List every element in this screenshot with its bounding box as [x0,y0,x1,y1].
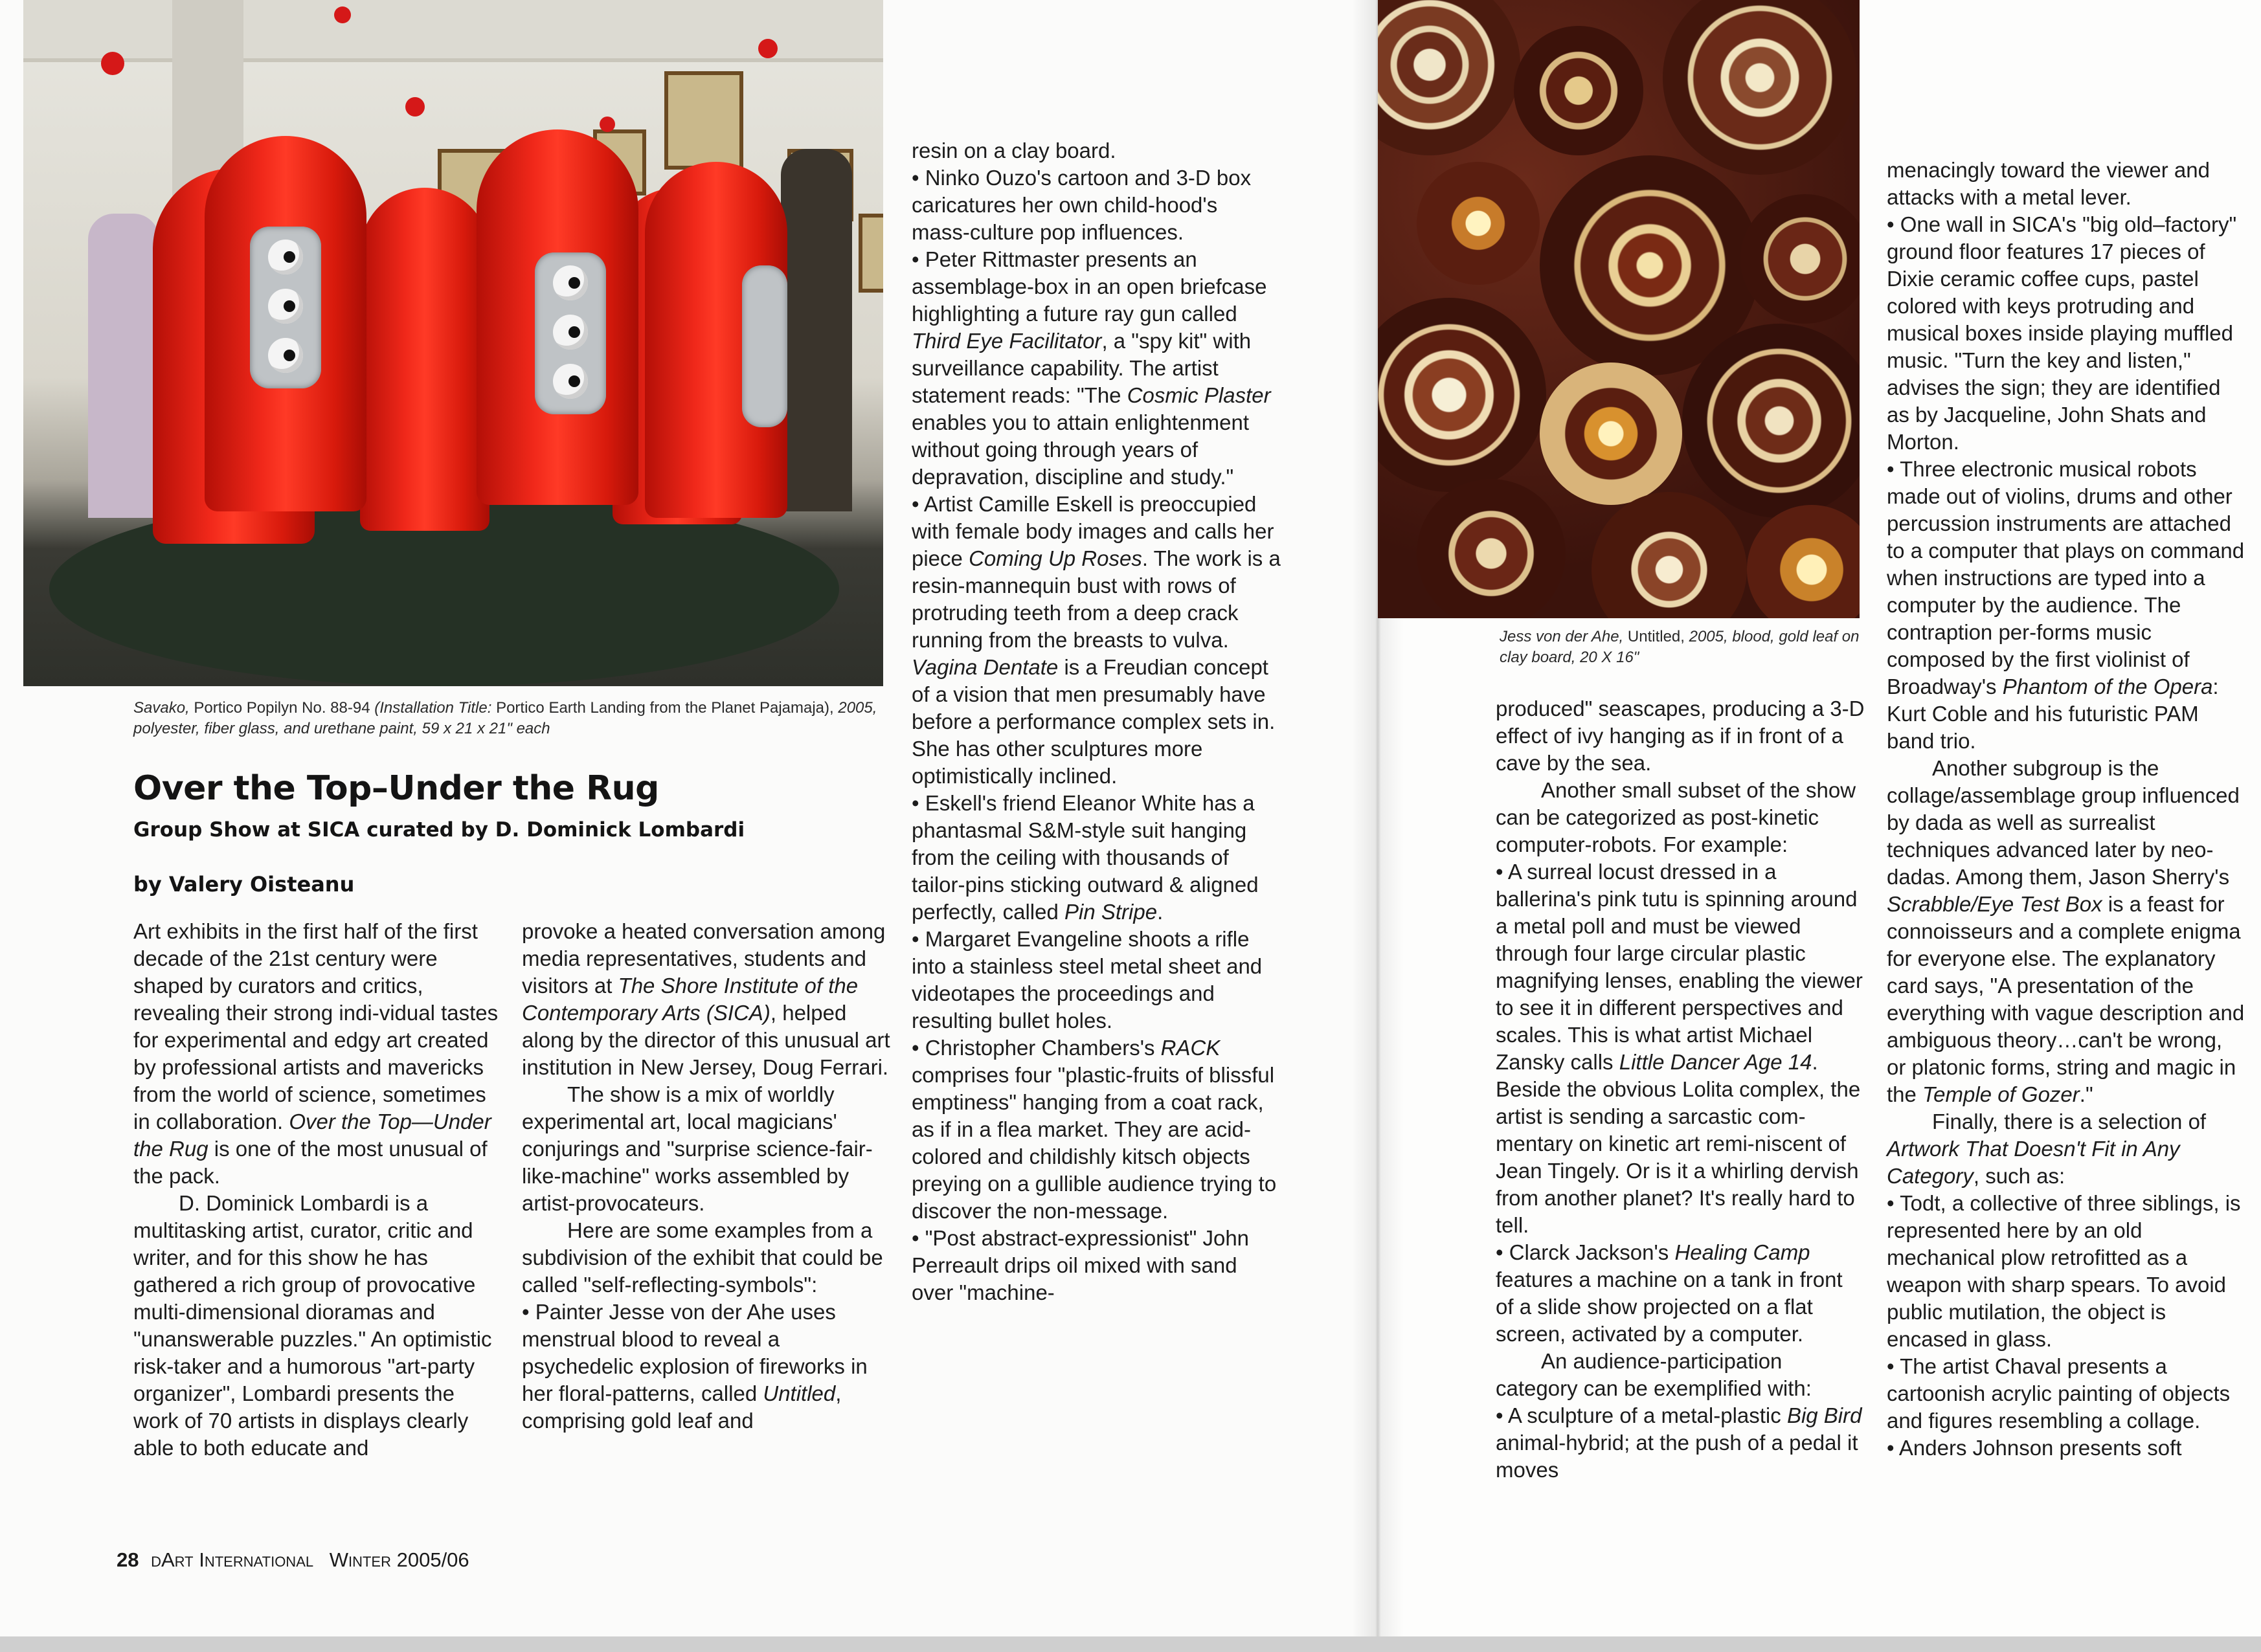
paragraph [912,164,1281,246]
text-run: Pin Stripe [1064,900,1158,924]
text-run: , such as: [1973,1164,2065,1188]
text-run: The Shore Institute of the Contemporary Arts (SICA) [522,974,859,1025]
text-run: is a Freudian concept of a vision that men presumably have before a performance complex sets in. She has other sculptures more optimistically inclined. [912,655,1276,788]
paragraph [522,1217,891,1299]
text-run: • Christopher Chambers's [912,1036,1161,1060]
floral-painting-caption [1500,627,1862,668]
text-run: Scrabble/Eye Test Box [1887,892,2102,916]
text-run: • Clarck Jackson's [1496,1240,1675,1264]
text-run: RACK [1160,1036,1220,1060]
floral-painting-photo [1378,0,1860,618]
paragraph [133,918,502,1190]
text-run: enables you to attain enlightenment without going through years of depravation, discipline and study." [912,410,1250,489]
paragraph [522,1299,891,1434]
text-run: animal-hybrid; at the push of a pedal it moves [1496,1431,1858,1482]
paragraph [1887,1190,2247,1353]
paragraph [1496,695,1865,777]
text-run: . Beside the obvious Lolita complex, the artist is sending a sarcastic com-mentary on kinetic art remi-niscent of Jean Tingely. Or is it a whirling dervish from another planet? It's really hard to tell. [1496,1050,1861,1237]
text-run: Cosmic Plaster [1127,383,1271,407]
text-run: • Painter Jesse von der Ahe uses menstrual blood to reveal a psychedelic explosion of fireworks in her floral-patterns, called [522,1300,868,1405]
paragraph [912,1225,1281,1306]
red-pod-sculpture [205,136,366,511]
text-run: , a "spy kit" with surveillance capability. The artist statement reads: "The [912,329,1252,407]
caption-run: Portico Popilyn No. 88-94 [194,699,375,717]
article-column-3 [912,137,1281,1306]
text-run: ." [2079,1082,2093,1106]
text-run: Over the Top—Under the Rug [133,1110,491,1161]
article-column-4 [1496,695,1865,1484]
text-run: Coming Up Roses [969,546,1142,570]
paragraph [1887,456,2247,755]
paragraph [912,1034,1281,1225]
paragraph [1887,1108,2247,1190]
issue-date: Winter 2005/06 [329,1548,469,1571]
paragraph [1887,211,2247,456]
text-run: • Eskell's friend Eleanor White has a phantasmal S&M-style suit hanging from the ceiling with thousands of tailor-pins sticking outward & aligned perfectly, called [912,791,1259,924]
paragraph [522,918,891,1081]
red-pod-sculpture [477,129,638,505]
text-run: Healing Camp [1674,1240,1810,1264]
caption-run: (Installation Title: [374,699,497,717]
paragraph [912,246,1281,491]
paragraph [1496,1239,1865,1348]
paragraph [1887,157,2247,211]
text-run: menacingly toward the viewer and attacks with a metal lever. [1887,158,2210,209]
article-column-1 [133,918,502,1462]
text-run: Another subgroup is the collage/assemblage group influenced by dada as well as surrealist techniques advanced later by neo-dadas. Among them, Jason Sherry's [1887,756,2240,889]
paragraph [912,491,1281,790]
text-run: . [1157,900,1164,924]
text-run: The show is a mix of worldly experimental art, local magicians' conjurings and "surprise science-fair-like-machine" works assembled by artist-provocateurs. [522,1082,873,1215]
text-run: Temple of Gozer [1922,1082,2080,1106]
text-run: • Anders Johnson presents soft [1887,1436,2182,1460]
text-run: • "Post abstract-expressionist" John Perreault drips oil mixed with sand over "machine- [912,1226,1250,1304]
installation-photo-caption [133,698,878,739]
text-run: • Three electronic musical robots made out of violins, drums and other percussion instruments are attached to a computer that plays on command when instructions are typed into a computer by the audience. The contraption per-forms music composed by the first violinist of Broadway's [1887,457,2245,698]
text-run: resin on a clay board. [912,139,1116,162]
paragraph [522,1081,891,1217]
red-pod-sculpture [645,162,787,518]
text-run: Finally, there is a selection of [1932,1110,2207,1133]
text-run: • Peter Rittmaster presents an assemblage-box in an open briefcase highlighting a future ray gun called [912,247,1267,326]
text-run: Artwork That Doesn't Fit in Any Category [1887,1137,2180,1188]
magazine-name: dArt International [151,1548,314,1571]
article-title: Over the Top–Under the Rug [133,769,659,808]
text-run: provoke a heated conversation among media representatives, students and visitors at [522,919,886,998]
text-run: produced" seascapes, producing a 3-D effect of ivy hanging as if in front of a cave by the sea. [1496,697,1865,775]
paragraph [912,790,1281,926]
text-run: . The work is a resin-mannequin bust with rows of protruding teeth from a deep crack running from the breasts to vulva. [912,546,1281,652]
paragraph [1887,755,2247,1108]
text-run: • Ninko Ouzo's cartoon and 3-D box caricatures her own child-hood's mass-culture pop influences. [912,166,1252,244]
text-run: : Kurt Coble and his futuristic PAM band trio. [1887,675,2219,753]
page-folio [117,1547,699,1573]
text-run: comprises four "plastic-fruits of blissful emptiness" hanging from a coat rack, as if in a flea market. They are acid-colored and childishly kitsch objects preying on a gullible audience trying to discover the non-message. [912,1063,1277,1223]
caption-run: 2005, blood, gold leaf on clay board, 20 X 16" [1500,628,1860,666]
paragraph [1496,1348,1865,1402]
text-run: Art exhibits in the first half of the first decade of the 21st century were shaped by curators and critics, revealing their strong indi-vidual tastes for experimental and edgy art created by professional artists and mavericks from the world of science, sometimes in collaboration. [133,919,499,1133]
caption-run: 2005, polyester, fiber glass, and urethane paint, 59 x 21 x 21" each [133,699,877,737]
text-run: , helped along by the director of this unusual art institution in New Jersey, Doug Ferrari. [522,1001,890,1079]
article-byline: by Valery Oisteanu [133,872,355,897]
page-number: 28 [117,1548,139,1571]
text-run: Vagina Dentate [912,655,1059,679]
paragraph [133,1190,502,1462]
paragraph [1496,858,1865,1239]
article-column-2 [522,918,891,1434]
text-run: • Artist Camille Eskell is preoccupied with female body images and calls her piece [912,492,1274,570]
scan-edge [0,1636,2261,1652]
paragraph [912,137,1281,164]
text-run: , comprising gold leaf and [522,1381,842,1433]
installation-photo [23,0,883,686]
text-run: • A surreal locust dressed in a ballerina's pink tutu is spinning around a metal poll and must be viewed through four large circular plastic magnifying lenses, enabling the viewer to see it in different perspectives and scales. This is what artist Michael Zansky calls [1496,860,1863,1074]
text-run: • The artist Chaval presents a cartoonish acrylic painting of objects and figures resembling a collage. [1887,1354,2231,1433]
eye-window [742,265,787,427]
article-subtitle: Group Show at SICA curated by D. Dominick Lombardi [133,818,745,842]
caption-run: Portico Earth Landing from the Planet Pajamaja), [496,699,838,717]
caption-run: Untitled, [1627,628,1689,645]
paragraph [912,926,1281,1034]
text-run: • A sculpture of a metal-plastic [1496,1403,1787,1427]
text-run: Third Eye Facilitator [912,329,1102,353]
text-run: is one of the most unusual of the pack. [133,1137,488,1188]
text-run: • Todt, a collective of three siblings, is represented here by an old mechanical plow retrofitted as a weapon with sharp spears. To avoid public mutilation, the object is encased in glass. [1887,1191,2241,1351]
text-run: Phantom of the Opera [2002,675,2213,698]
text-run: features a machine on a tank in front of a slide show projected on a flat screen, activated by a computer. [1496,1267,1843,1346]
text-run: • One wall in SICA's "big old–factory" ground floor features 17 pieces of Dixie ceramic coffee cups, pastel colored with keys protruding and musical boxes inside playing muffled music. "Turn the key and listen," advises the sign; they are identified as by Jacqueline, John Shats and Morton. [1887,212,2237,454]
text-run: Here are some examples from a subdivision of the exhibit that could be called "self-reflecting-symbols": [522,1218,883,1297]
article-column-5 [1887,157,2247,1462]
text-run: Big Bird [1786,1403,1862,1427]
text-run: • Margaret Evangeline shoots a rifle into a stainless steel metal sheet and videotapes the proceedings and resulting bullet holes. [912,927,1263,1032]
caption-run: Savako, [133,699,194,717]
text-run: D. Dominick Lombardi is a multitasking artist, curator, critic and writer, and for this show he has gathered a rich group of provocative multi-dimensional dioramas and "unanswerable puzzles." An optimistic risk-taker and a humorous "art-party organizer", Lombardi presents the work of 70 artists in displays clearly able to both educate and [133,1191,492,1460]
red-pod-sculpture [360,188,489,531]
paragraph [1887,1434,2247,1462]
paragraph [1496,777,1865,858]
text-run: is a feast for connoisseurs and a complete enigma for everyone else. The explanatory card says, "A presentation of the everything with vague description and ambiguous theory…can't be wrong, or platonic forms, string and magic in the [1887,892,2245,1106]
text-run: Little Dancer Age 14 [1619,1050,1812,1074]
text-run: Another small subset of the show can be categorized as post-kinetic computer-robots. For example: [1496,778,1856,856]
caption-run: Jess von der Ahe, [1500,628,1628,645]
text-run: An audience-participation category can be exemplified with: [1496,1349,1812,1400]
eye-window [250,227,321,388]
paragraph [1887,1353,2247,1434]
eye-window [535,252,606,414]
text-run: Untitled [763,1381,836,1405]
paragraph [1496,1402,1865,1484]
